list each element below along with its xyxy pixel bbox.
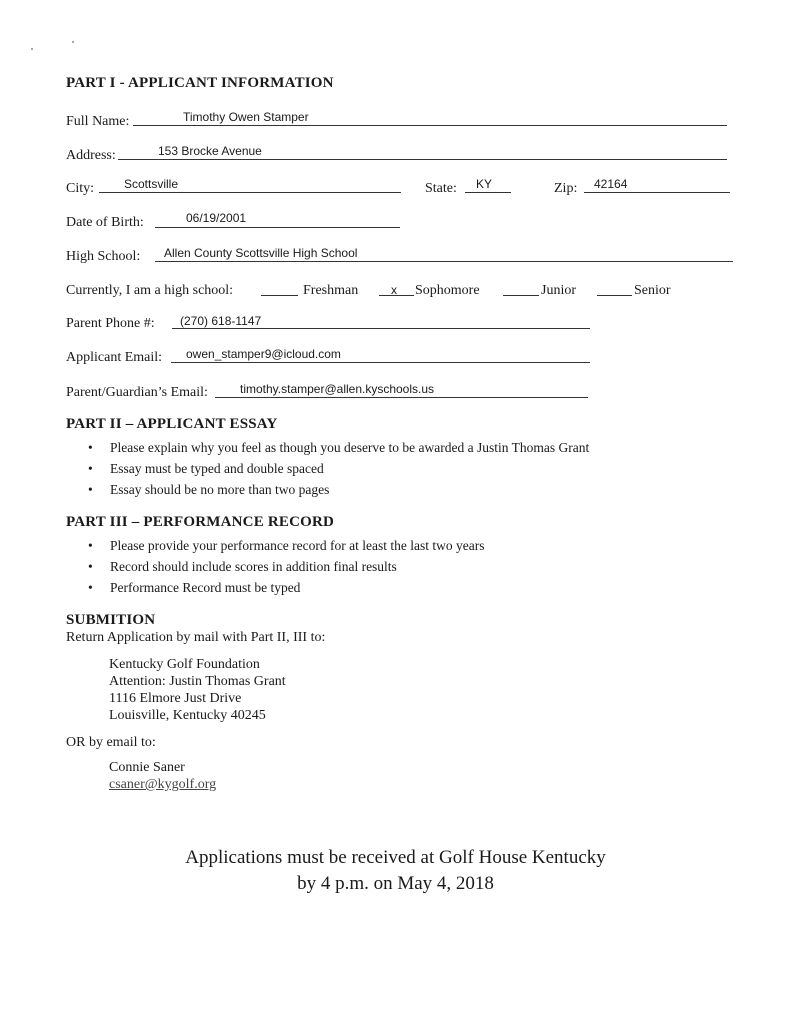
- essay-requirements-list: [88, 437, 589, 500]
- scan-speck: [31, 48, 33, 50]
- grade-label: Currently, I am a high school:: [66, 283, 234, 298]
- address-line-city: Louisville, Kentucky 40245: [109, 708, 266, 723]
- or-email-text: OR by email to:: [66, 735, 156, 750]
- state-field[interactable]: KY: [476, 177, 493, 191]
- part3-heading: PART III – PERFORMANCE RECORD: [66, 514, 335, 530]
- part1-heading: PART I - APPLICANT INFORMATION: [66, 75, 334, 91]
- deadline-line-2: by 4 p.m. on May 4, 2018: [297, 873, 494, 894]
- parent-phone-label: Parent Phone #:: [66, 316, 155, 331]
- freshman-option: Freshman: [303, 283, 359, 298]
- applicant-email-line: [171, 362, 590, 363]
- deadline-notice: [0, 845, 791, 897]
- senior-option: Senior: [634, 283, 671, 298]
- freshman-blank[interactable]: [261, 295, 298, 296]
- list-item: • Record should include scores in addition final results: [88, 556, 484, 577]
- sophomore-check-mark: x: [391, 283, 397, 297]
- address-line-attention: Attention: Justin Thomas Grant: [109, 674, 286, 689]
- zip-field[interactable]: 42164: [594, 177, 628, 191]
- list-item: • Please explain why you feel as though you deserve to be awarded a Justin Thomas Grant: [88, 437, 589, 458]
- scan-speck: [72, 41, 74, 43]
- address-label: Address:: [66, 148, 116, 163]
- full-name-line: [133, 125, 727, 126]
- list-item: • Performance Record must be typed: [88, 577, 484, 598]
- parent-phone-field[interactable]: (270) 618-1147: [180, 314, 262, 328]
- contact-email-link[interactable]: csaner@kygolf.org: [109, 777, 217, 792]
- parent-email-line: [215, 397, 588, 398]
- applicant-email-label: Applicant Email:: [66, 350, 163, 365]
- city-field[interactable]: Scottsville: [124, 177, 179, 191]
- high-school-field[interactable]: Allen County Scottsville High School: [164, 246, 358, 260]
- state-line: [465, 192, 511, 193]
- list-item: • Essay should be no more than two pages: [88, 479, 589, 500]
- zip-label: Zip:: [554, 181, 578, 196]
- state-label: State:: [425, 181, 457, 196]
- high-school-label: High School:: [66, 249, 141, 264]
- senior-blank[interactable]: [597, 295, 632, 296]
- deadline-line-1: Applications must be received at Golf House Kentucky: [185, 847, 606, 868]
- part2-heading: PART II – APPLICANT ESSAY: [66, 416, 278, 432]
- parent-email-field[interactable]: timothy.stamper@allen.kyschools.us: [240, 382, 435, 396]
- parent-phone-line: [172, 328, 590, 329]
- applicant-email-field[interactable]: owen_stamper9@icloud.com: [186, 347, 341, 361]
- full-name-field[interactable]: Timothy Owen Stamper: [183, 110, 309, 124]
- submission-instruction: Return Application by mail with Part II, III to:: [66, 630, 326, 645]
- address-line: [118, 159, 727, 160]
- junior-blank[interactable]: [503, 295, 539, 296]
- dob-field[interactable]: 06/19/2001: [186, 211, 247, 225]
- high-school-line: [155, 261, 733, 262]
- mailing-address: [109, 656, 286, 724]
- junior-option: Junior: [541, 283, 576, 298]
- dob-line: [155, 227, 400, 228]
- zip-line: [584, 192, 730, 193]
- city-label: City:: [66, 181, 95, 196]
- sophomore-option: Sophomore: [415, 283, 480, 298]
- city-line: [99, 192, 401, 193]
- address-field[interactable]: 153 Brocke Avenue: [158, 144, 262, 158]
- address-line-street: 1116 Elmore Just Drive: [109, 691, 242, 706]
- list-item: • Essay must be typed and double spaced: [88, 458, 589, 479]
- address-line-org: Kentucky Golf Foundation: [109, 657, 260, 672]
- contact-name: Connie Saner: [109, 760, 185, 775]
- full-name-label: Full Name:: [66, 114, 130, 129]
- submission-heading: SUBMITION: [66, 612, 156, 628]
- parent-email-label: Parent/Guardian’s Email:: [66, 385, 208, 400]
- performance-requirements-list: [88, 535, 484, 598]
- list-item: • Please provide your performance record for at least the last two years: [88, 535, 484, 556]
- dob-label: Date of Birth:: [66, 215, 144, 230]
